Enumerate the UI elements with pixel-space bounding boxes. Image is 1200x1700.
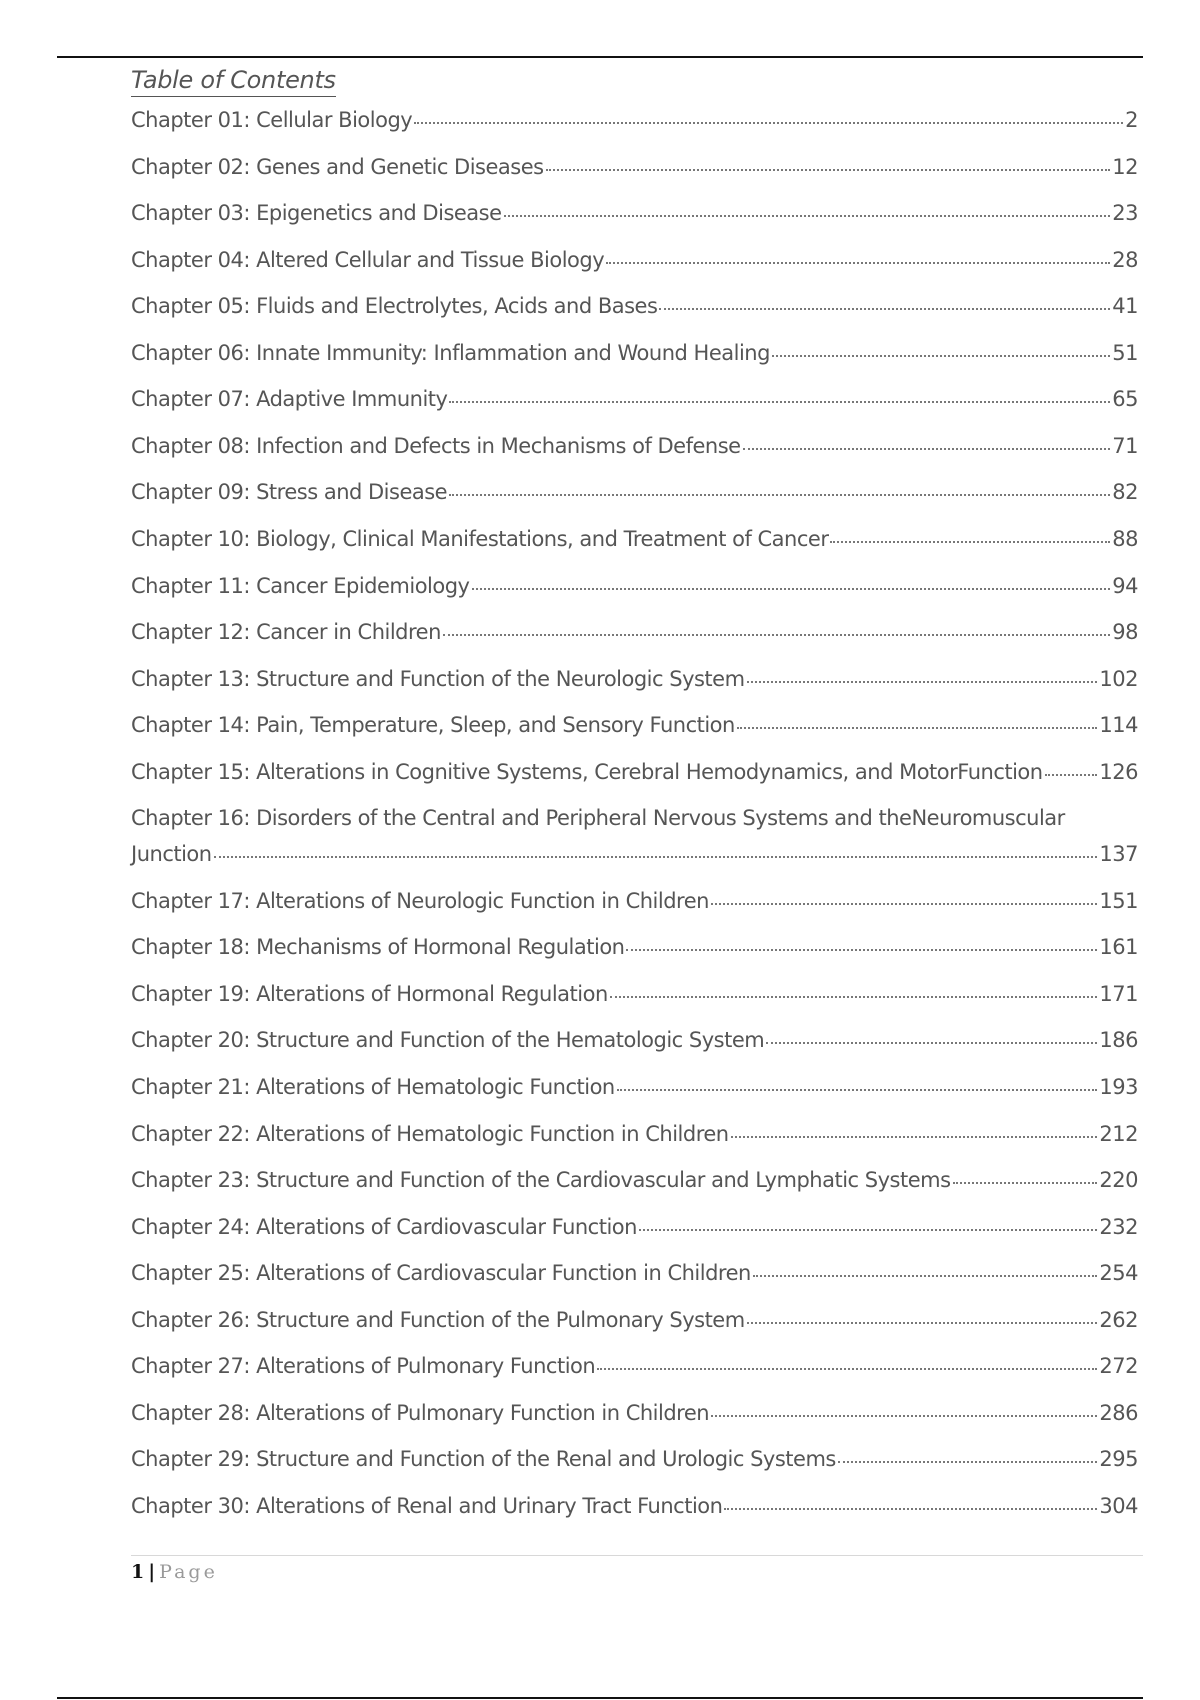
toc-entry[interactable] <box>131 1259 1138 1287</box>
toc-entry-line <box>131 525 1138 553</box>
toc-entry-page: 304 <box>1099 1493 1138 1518</box>
toc-entry-line <box>131 478 1138 506</box>
toc-entry-title: Chapter 21: Alterations of Hematologic Function <box>131 1075 615 1099</box>
toc-entry-line <box>131 1306 1138 1334</box>
toc-entry-line <box>131 758 1138 786</box>
toc-entry-title: Chapter 08: Infection and Defects in Mechanisms of Defense <box>131 433 741 458</box>
toc-entry-title: Chapter 27: Alterations of Pulmonary Function <box>131 1354 596 1379</box>
toc-entry-title: Chapter 07: Adaptive Immunity <box>131 387 448 412</box>
toc-entry-page: 12 <box>1112 154 1138 179</box>
toc-entry-line <box>131 1492 1138 1520</box>
toc-entry-title: Chapter 22: Alterations of Hematologic Function in Children <box>131 1121 729 1146</box>
toc-entry-line <box>131 1352 1138 1380</box>
toc-entry-page: 186 <box>1099 1028 1138 1053</box>
toc-entry-title: Chapter 05: Fluids and Electrolytes, Acids and Bases <box>131 294 658 319</box>
toc-leader-dots <box>838 1459 1098 1463</box>
toc-entry-page: 254 <box>1099 1261 1138 1286</box>
toc-entry-page: 2 <box>1125 108 1138 132</box>
toc-entry-title: Chapter 02: Genes and Genetic Diseases <box>131 154 544 179</box>
toc-entry-page: 94 <box>1112 573 1138 598</box>
toc-entry-page: 220 <box>1099 1168 1138 1193</box>
footer-rule <box>131 1555 1143 1556</box>
toc-entry-page: 51 <box>1112 340 1138 365</box>
toc-leader-dots <box>953 1180 1098 1184</box>
toc-leader-dots <box>737 725 1098 729</box>
toc-entry-line <box>131 292 1138 320</box>
toc-entry[interactable] <box>131 478 1138 506</box>
toc-entry-page: 28 <box>1112 247 1138 272</box>
footer-page-label: Page <box>159 1561 218 1583</box>
toc-entry-title: Chapter 24: Alterations of Cardiovascular Function <box>131 1214 637 1239</box>
toc-entry[interactable] <box>131 153 1138 181</box>
toc-entry-page: 286 <box>1099 1400 1138 1425</box>
toc-leader-dots <box>504 213 1111 217</box>
toc-entry[interactable] <box>131 711 1138 739</box>
toc-leader-dots <box>766 1040 1097 1044</box>
toc-entry-title: Chapter 30: Alterations of Renal and Urinary Tract Function <box>131 1493 723 1518</box>
toc-entry-page: 102 <box>1099 666 1138 691</box>
toc-entry-line <box>131 199 1138 227</box>
toc-entry-title-continuation: Junction <box>131 842 212 867</box>
toc-leader-dots <box>606 260 1110 264</box>
toc-entry[interactable] <box>131 199 1138 227</box>
toc-entry-line <box>131 980 1138 1008</box>
toc-entry[interactable] <box>131 525 1138 553</box>
toc-entry-page: 212 <box>1099 1121 1138 1146</box>
toc-entry-title: Chapter 29: Structure and Function of the Renal and Urologic Systems <box>131 1447 836 1472</box>
toc-entry[interactable] <box>131 1306 1138 1334</box>
toc-leader-dots <box>753 1273 1098 1277</box>
toc-entry-page: 88 <box>1112 526 1138 551</box>
toc-entry[interactable] <box>131 1213 1138 1241</box>
toc-entry-page: 23 <box>1112 201 1138 226</box>
toc-leader-dots <box>639 1227 1097 1231</box>
toc-entry-page: 295 <box>1099 1447 1138 1472</box>
toc-entry-line <box>131 1259 1138 1287</box>
toc-entry-page: 137 <box>1099 842 1138 867</box>
toc-entry-title: Chapter 11: Cancer Epidemiology <box>131 573 470 598</box>
toc-entry-title: Chapter 13: Structure and Function of the Neurologic System <box>131 666 745 691</box>
toc-entry[interactable] <box>131 1352 1138 1380</box>
toc-entry[interactable] <box>131 1399 1138 1427</box>
toc-entry-line <box>131 339 1138 367</box>
toc-entry[interactable] <box>131 1120 1138 1148</box>
toc-entry-page: 126 <box>1099 759 1138 784</box>
toc-entry-page: 41 <box>1112 294 1138 319</box>
toc-entry-page: 272 <box>1099 1354 1138 1379</box>
toc-leader-dots <box>830 539 1110 543</box>
toc-entry-line <box>131 432 1138 460</box>
toc-entry-title: Chapter 16: Disorders of the Central and Peripheral Nervous Systems and theNeuromuscular <box>131 806 1065 831</box>
footer-page-number: 1 <box>131 1561 145 1583</box>
toc-leader-dots <box>546 167 1111 171</box>
toc-entry-line <box>131 106 1138 134</box>
toc-entry-title: Chapter 12: Cancer in Children <box>131 620 441 645</box>
toc-leader-dots <box>659 306 1110 310</box>
toc-entry-line <box>131 572 1138 600</box>
toc-entry-line <box>131 1213 1138 1241</box>
toc-entry-page: 262 <box>1099 1307 1138 1332</box>
toc-entry-title: Chapter 20: Structure and Function of the Hematologic System <box>131 1028 765 1053</box>
toc-entry-line <box>131 618 1138 646</box>
toc-entry-line <box>131 153 1138 181</box>
toc-entry[interactable] <box>131 1026 1138 1054</box>
toc-entry[interactable] <box>131 572 1138 600</box>
toc-entry-title: Chapter 25: Alterations of Cardiovascular Function in Children <box>131 1261 751 1286</box>
toc-leader-dots <box>731 1134 1098 1138</box>
toc-entry-page: 193 <box>1099 1075 1138 1099</box>
toc-entry[interactable] <box>131 1492 1138 1520</box>
toc-entry-page: 71 <box>1112 433 1138 458</box>
toc-entry[interactable] <box>131 804 1138 868</box>
toc-leader-dots <box>747 1320 1098 1324</box>
toc-leader-dots <box>443 632 1110 636</box>
toc-entry-page: 161 <box>1099 935 1138 960</box>
toc-entry[interactable] <box>131 385 1138 413</box>
toc-leader-dots <box>449 492 1110 496</box>
toc-entry[interactable] <box>131 246 1138 274</box>
toc-entry-title: Chapter 09: Stress and Disease <box>131 480 448 505</box>
toc-entry-title: Chapter 15: Alterations in Cognitive Systems, Cerebral Hemodynamics, and MotorFunction <box>131 759 1043 784</box>
toc-entry-page: 232 <box>1099 1214 1138 1239</box>
toc-entry-title: Chapter 26: Structure and Function of the Pulmonary System <box>131 1307 745 1332</box>
toc-leader-dots <box>724 1506 1097 1510</box>
toc-entry[interactable] <box>131 339 1138 367</box>
toc-entry-title: Chapter 10: Biology, Clinical Manifestations, and Treatment of Cancer <box>131 526 829 551</box>
toc-entry[interactable] <box>131 292 1138 320</box>
toc-entry-line <box>131 933 1138 961</box>
toc-entry-title: Chapter 03: Epigenetics and Disease <box>131 201 502 226</box>
toc-entry[interactable] <box>131 432 1138 460</box>
toc-entry-page: 98 <box>1112 620 1138 645</box>
toc-entry-line <box>131 1399 1138 1427</box>
toc-leader-dots <box>747 679 1098 683</box>
toc-entry-title: Chapter 19: Alterations of Hormonal Regulation <box>131 981 608 1006</box>
toc-entry-page: 65 <box>1112 387 1138 412</box>
toc-list <box>131 0 1138 1560</box>
toc-entry-page: 114 <box>1099 713 1138 738</box>
toc-entry[interactable] <box>131 1073 1138 1101</box>
toc-entry-line <box>131 246 1138 274</box>
toc-entry-line <box>131 1073 1138 1101</box>
toc-leader-dots <box>472 586 1111 590</box>
toc-entry[interactable] <box>131 665 1138 693</box>
toc-leader-dots <box>743 446 1111 450</box>
toc-entry-page: 171 <box>1099 981 1138 1006</box>
toc-entry-line <box>131 385 1138 413</box>
toc-leader-dots <box>711 901 1097 905</box>
toc-entry[interactable] <box>131 933 1138 961</box>
toc-entry[interactable] <box>131 980 1138 1008</box>
toc-entry-title: Chapter 28: Alterations of Pulmonary Function in Children <box>131 1400 710 1425</box>
toc-entry-line <box>131 1120 1138 1148</box>
toc-entry-title: Chapter 18: Mechanisms of Hormonal Regulation <box>131 935 625 960</box>
toc-leader-dots <box>711 1413 1097 1417</box>
toc-entry[interactable] <box>131 1166 1138 1194</box>
toc-entry-title: Chapter 01: Cellular Biology <box>131 108 413 132</box>
toc-entry-line <box>131 840 1138 868</box>
footer-separator: | <box>148 1561 156 1583</box>
toc-leader-dots <box>626 947 1097 951</box>
toc-leader-dots <box>449 399 1110 403</box>
toc-leader-dots <box>597 1366 1097 1370</box>
toc-entry-line <box>131 711 1138 739</box>
bottom-rule <box>57 1697 1143 1699</box>
toc-entry-line <box>131 1166 1138 1194</box>
toc-entry-line <box>131 1445 1138 1473</box>
toc-entry-title: Chapter 14: Pain, Temperature, Sleep, and Sensory Function <box>131 713 735 738</box>
toc-leader-dots <box>214 854 1098 858</box>
toc-entry-title: Chapter 04: Altered Cellular and Tissue Biology <box>131 247 605 272</box>
toc-leader-dots <box>1045 772 1098 776</box>
toc-entry-line <box>131 1026 1138 1054</box>
toc-leader-dots <box>617 1087 1098 1091</box>
toc-entry-title: Chapter 23: Structure and Function of the Cardiovascular and Lymphatic Systems <box>131 1168 951 1193</box>
toc-leader-dots <box>772 353 1110 357</box>
toc-entry-title: Chapter 17: Alterations of Neurologic Function in Children <box>131 888 709 913</box>
page-footer <box>131 1559 218 1585</box>
toc-entry[interactable] <box>131 106 1138 134</box>
toc-entry-line <box>131 665 1138 693</box>
toc-entry-line <box>131 887 1138 915</box>
toc-entry-page: 151 <box>1099 888 1138 913</box>
toc-leader-dots <box>610 994 1098 998</box>
toc-entry-title: Chapter 06: Innate Immunity: Inflammation and Wound Healing <box>131 340 770 365</box>
toc-leader-dots <box>414 120 1123 124</box>
toc-entry[interactable] <box>131 887 1138 915</box>
toc-entry[interactable] <box>131 618 1138 646</box>
toc-entry[interactable] <box>131 758 1138 786</box>
toc-title: Table of Contents <box>131 65 336 97</box>
toc-entry-page: 82 <box>1112 480 1138 505</box>
toc-entry[interactable] <box>131 1445 1138 1473</box>
